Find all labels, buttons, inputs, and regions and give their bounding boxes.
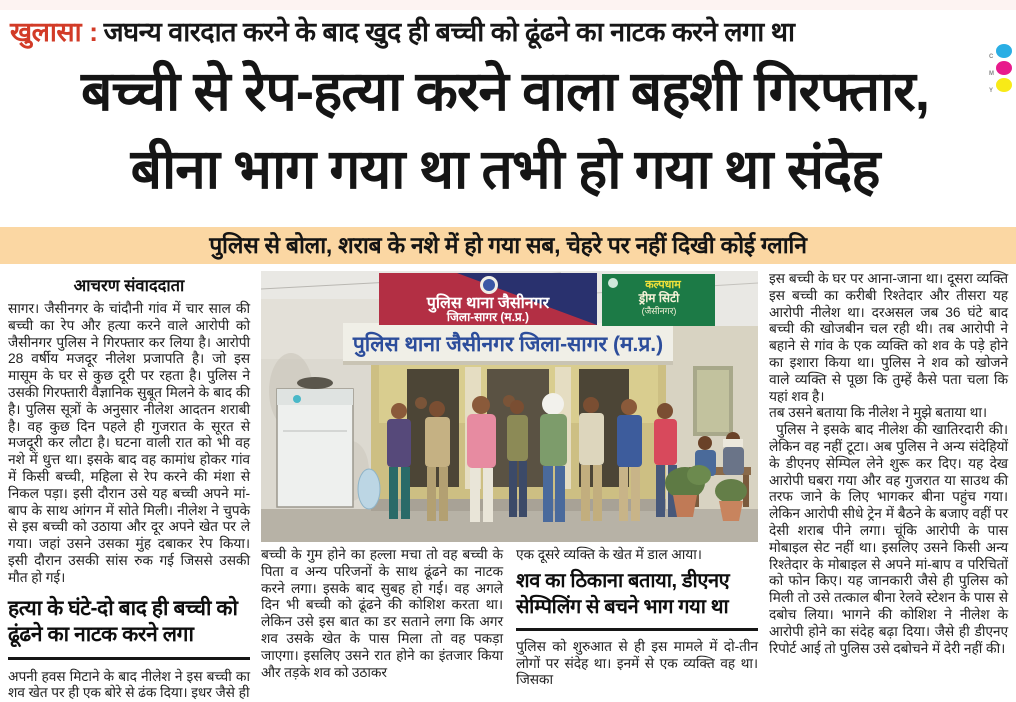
police-signboard (379, 273, 597, 325)
paragraph: सागर। जैसीनगर के चांदौनी गांव में चार साल की बच्ची का रेप और हत्या करने वाले आरोपी को जैसीनगर पुलिस ने गिरफ्तार कर लिया है। आरोपी 28 वर्षीय मजदूर नीलेश प्रजापति है। जो इस मासूम के घर से कुछ दूरी पर रहता है। पुलिस ने उसकी गिरफ्तारी वैज्ञानिक सुबूत मिलने के बाद की है। पुलिस सूत्रों के अनुसार नीलेश आदतन शराबी है। वह कुछ दिन पहले ही गुजरात के सूरत से मजदूरी कर लौटा है। घटना वाली रात को भी वह नशे में धुत्त था। इसके बाद वह कामांध होकर गांव में किसी बच्ची, महिला से रेप करने की मंशा से निकल पड़ा। इसी दौरान उसे यह बच्ची अपने मां-बाप के साथ आंगन में सोते मिली। नीलेश ने चुपके से इस बच्ची को उठाया और दूर अपने खेत पर ले गया। जहां उसने उसका मुंह दबाकर रेप किया। इसी दौरान उसकी सांस रुक गई जिससे उसकी मौत हो गई। (8, 301, 250, 585)
magenta-dot-icon: M (996, 61, 1012, 75)
signboard-line-2: जिला-सागर (म.प्र.) (446, 310, 530, 324)
mid-left-subcolumn (261, 547, 503, 689)
sub-headline-bar (0, 227, 1016, 264)
section-subheading: हत्या के घंटे-दो बाद ही बच्ची को ढूंढने का नाटक करने लगा (8, 596, 250, 660)
main-headline (0, 52, 1010, 208)
green-sign-line-3: (जैसीनगर) (641, 306, 677, 316)
mid-right-subcolumn (516, 547, 758, 689)
headline-line-1: बच्ची से रेप-हत्या करने वाला बहशी गिरफ्तार, (80, 60, 930, 122)
headline-line-2: बीना भाग गया था तभी हो गया था संदेह (130, 138, 880, 200)
column-middle (261, 271, 758, 688)
water-cooler (277, 377, 353, 507)
kicker-separator: : (89, 17, 98, 47)
kicker-label: खुलासा (10, 17, 82, 47)
signboard-line-1: पुलिस थाना जैसीनगर (426, 295, 550, 312)
paragraph: पुलिस ने इसके बाद नीलेश की खातिरदारी की। लेकिन वह नहीं टूटा। अब पुलिस ने अन्य संदेहियों के डीएनए सेम्पिल लेने शुरू कर दिए। यह देख आरोपी घबरा गया और वह गुजरात या साउथ की तरफ जाने के लिए भागकर बीना पहुंच गया। लेकिन आरोपी सीधे ट्रेन में बैठने के बजाए वहीं पर देसी शराब पीने लगा। चूंकि आरोपी के पास मोबाइल सेट नहीं था। इसलिए उसने किसी अन्य रिश्तेदार के मोबाइल से अपने मां-बाप व परिचितों को फोन किए। यह जानकारी जैसे ही पुलिस को मिली तो उसे तत्काल बीना रेलवे स्टेशन के पास से दबोच लिया। भागने की कोशिश ने नीलेश के आरोपी होने का संदेह बढ़ा दिया। जैसे ही डीएनए रिपोर्ट आई तो पुलिस उसे दबोचने में देरी नहीं की। (769, 422, 1008, 656)
column-right (769, 271, 1008, 658)
paragraph: अपनी हवस मिटाने के बाद नीलेश ने इस बच्ची का शव खेत पर ही एक बोरे से ढंक दिया। इधर जैसे ही (8, 668, 250, 701)
paragraph: बच्ची के गुम होने का हल्ला मचा तो वह बच्ची के पिता व अन्य परिजनों के साथ ढूंढने का नाटक करने लगा। इसके बाद सुबह हो गई। वह अगले दिन भी बच्ची को ढूंढने की कोशिश करता था। लेकिन उसे इस बात का डर सताने लगा कि अगर शव उसके खेत के पास मिला तो वह पकड़ा जाएगा। इसलिए उसने रात होने का इंतजार किया और तड़के शव को उठाकर (261, 547, 503, 680)
paragraph: एक दूसरे व्यक्ति के खेत में डाल आया। (516, 547, 702, 562)
top-margin-tint (0, 0, 1016, 10)
police-station-photo-illustration (261, 271, 758, 542)
article-body (8, 271, 1008, 701)
paragraph: पुलिस को शुरुआत से ही इस मामले में दो-तीन लोगों पर संदेह था। इनमें से एक व्यक्ति वह था। जिसका (516, 638, 758, 688)
paragraph: तब उसने बताया कि नीलेश ने मुझे बताया था। (769, 405, 988, 421)
dream-city-signboard (602, 274, 715, 326)
column-left (8, 271, 250, 701)
byline: आचरण संवाददाता (73, 277, 185, 295)
yellow-dot-icon: Y (996, 78, 1012, 92)
building-name-text: पुलिस थाना जैसीनगर जिला-सागर (म.प्र.) (352, 333, 664, 356)
paragraph: इस बच्ची के घर पर आना-जाना था। दूसरा व्यक्ति इस बच्ची का करीबी रिश्तेदार और तीसरा यह आरोपी नीलेश था। दरअसल जब 36 घंटे बाद बच्ची की खोजबीन चल रही थी। तब आरोपी ने बहाने से गांव के एक व्यक्ति को शव के पड़े होने का इशारा किया था। पुलिस ने शव को खोजने वाले व्यक्ति से पूछा कि तुम्हें कैसे पता चला कि यहां शव है। (769, 271, 1008, 404)
cyan-dot-icon: C (996, 44, 1012, 58)
section-subheading: शव का ठिकाना बताया, डीएनए सेम्पिलिंग से बचने भाग गया था (516, 568, 758, 631)
photo-bottom-text (261, 547, 758, 689)
green-sign-line-2: ड्रीम सिटी (638, 291, 680, 305)
police-station-photo (261, 271, 758, 542)
sub-headline-text: पुलिस से बोला, शराब के नशे में हो गया सब, चेहरे पर नहीं दिखी कोई ग्लानि (209, 232, 807, 258)
kicker-strip (10, 14, 986, 50)
green-sign-line-1: कल्पधाम (645, 279, 681, 291)
kicker-text: जघन्य वारदात करने के बाद खुद ही बच्ची को ढूंढने का नाटक करने लगा था (103, 17, 795, 47)
